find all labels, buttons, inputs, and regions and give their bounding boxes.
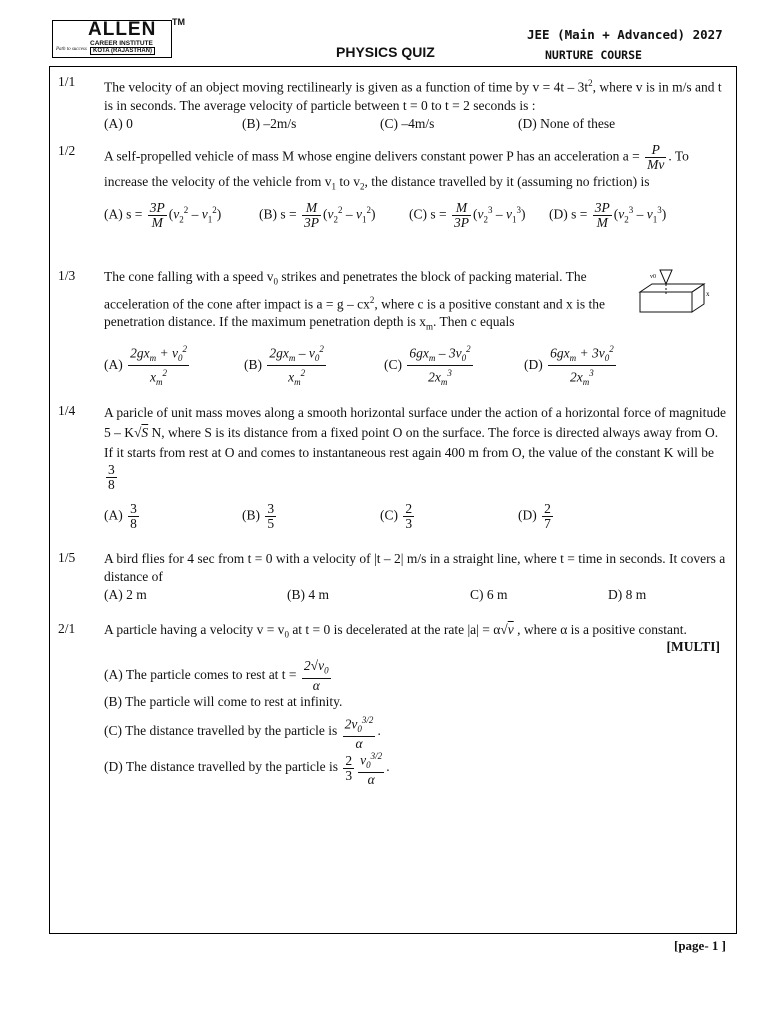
option-a[interactable]: (A) The particle comes to rest at t = $\frac{2√v_0}{\alpha}$: [104, 658, 329, 693]
question-number: 1/1: [58, 74, 76, 89]
option-a[interactable]: (A) $\frac{3}{8}$: [104, 501, 137, 531]
svg-text:v0: v0: [650, 274, 656, 280]
option-a[interactable]: (A) $\frac{2gx_m + v_0^2}{x_m^2}$: [104, 344, 187, 388]
options: [104, 502, 728, 531]
option-a[interactable]: (A) 0: [104, 115, 133, 131]
cone-block-diagram: [632, 268, 718, 322]
option-c[interactable]: (C) $\frac{2}{3}$: [380, 501, 413, 531]
question-text: A paricle of unit mass moves along a smooth horizontal surface under the action of a horizontal force of magnitude 5 – K√S N, where S is its distance from a fixed point O on the surface. The force is directed always away from O. If it starts from rest at O and comes to instantaneous rest again 400 m from O, the value of the constant K will be $\frac{3}{8}$: [104, 405, 726, 492]
question-text: A particle having a velocity $v = v_0$ at t = 0 is decelerated at the rate |a| = α√v , where α is a positive constant.: [104, 622, 687, 640]
question-number: 1/5: [58, 550, 76, 565]
option-c[interactable]: (C) –4m/s: [380, 115, 435, 131]
fraction-p-mv: $\frac{P}{Mv}$: [647, 142, 665, 172]
logo-tagline: Path to success: [56, 47, 87, 52]
option-d[interactable]: (D) $\frac{6gx_m + 3v_0^2}{2x_m^3}$: [524, 344, 614, 388]
option-b[interactable]: (B) $\frac{3}{5}$: [242, 501, 275, 531]
logo-text: ALLEN: [88, 19, 157, 40]
option-d[interactable]: (D) The distance travelled by the particle is $\frac{2}{3}$ $\frac{v_0^{3/2}}{\alpha}$ .: [104, 751, 390, 788]
options: [104, 342, 728, 389]
logo-tm: TM: [172, 17, 185, 27]
exam-name: JEE (Main + Advanced) 2027: [527, 27, 723, 42]
option-d[interactable]: (D) s = $\frac{3P}{M}$ $(v_2^3 - v_1^3)$: [549, 199, 667, 230]
option-c[interactable]: (C) s = $\frac{M}{3P}$ $(v_2^3 - v_1^3)$: [409, 199, 526, 230]
option-b[interactable]: (B) $\frac{2gx_m - v_0^2}{x_m^2}$: [244, 344, 324, 388]
question-text: A bird flies for 4 sec from t = 0 with a velocity of |t – 2| m/s in a straight line, where t = time in seconds. It covers a distance of: [104, 551, 726, 584]
question-text: A self-propelled vehicle of mass M whose engine delivers constant power P has an acceleration a = $\frac{P}{Mv}$ . To increase the velocity of the vehicle from $v_1$ to $v_2$, the distance travelled by it (assuming no friction) is: [104, 142, 689, 192]
question-text: The velocity of an object moving rectilinearly is given as a function of time by $v = 4t - 3t^2$, where v is in m/s and t is in seconds. The average velocity of particle between t = 0 to t = 2 seconds is :: [104, 78, 722, 113]
options: [104, 201, 728, 230]
page-title: PHYSICS QUIZ: [336, 44, 435, 60]
options: [104, 586, 728, 604]
option-d[interactable]: (D) None of these: [518, 115, 616, 131]
svg-text:x: x: [706, 290, 710, 298]
option-c[interactable]: C) 6 m: [470, 587, 508, 602]
logo-city: KOTA (RAJASTHAN): [90, 47, 155, 55]
question-number: 1/4: [58, 403, 76, 418]
course-name: NURTURE COURSE: [545, 48, 642, 62]
logo-sub: CAREER INSTITUTE: [90, 40, 153, 47]
question-number: 1/3: [58, 268, 76, 283]
option-a[interactable]: (A) s = $\frac{3P}{M}$ $(v_2^2 - v_1^2)$: [104, 199, 222, 230]
multi-tag: [MULTI]: [666, 639, 720, 654]
option-b[interactable]: (B) –2m/s: [242, 115, 297, 131]
options: [104, 115, 728, 133]
page-number: [page- 1 ]: [674, 938, 726, 953]
question-number: 2/1: [58, 621, 76, 636]
option-b[interactable]: (B) 4 m: [287, 587, 329, 602]
option-d[interactable]: (D) $\frac{2}{7}$: [518, 501, 551, 531]
option-c[interactable]: (C) $\frac{6gx_m - 3v_0^2}{2x_m^3}$: [384, 344, 471, 388]
option-c[interactable]: (C) The distance travelled by the particle is $\frac{2v_0^{3/2}}{\alpha}$ .: [104, 715, 381, 752]
option-b[interactable]: (B) s = $\frac{M}{3P}$ $(v_2^2 - v_1^2)$: [259, 199, 376, 230]
option-b[interactable]: (B) The particle will come to rest at infinity.: [104, 694, 343, 709]
question-number: 1/2: [58, 143, 76, 158]
option-d[interactable]: D) 8 m: [608, 587, 647, 602]
question-text: The cone falling with a speed $v_0$ strikes and penetrates the block of packing material. The acceleration of the cone after impact is $a = g - cx^2$, where c is a positive constant and x is the penetration distance. If the maximum penetration depth is $x_m$. Then c equals: [104, 269, 605, 332]
option-a[interactable]: (A) 2 m: [104, 587, 147, 602]
